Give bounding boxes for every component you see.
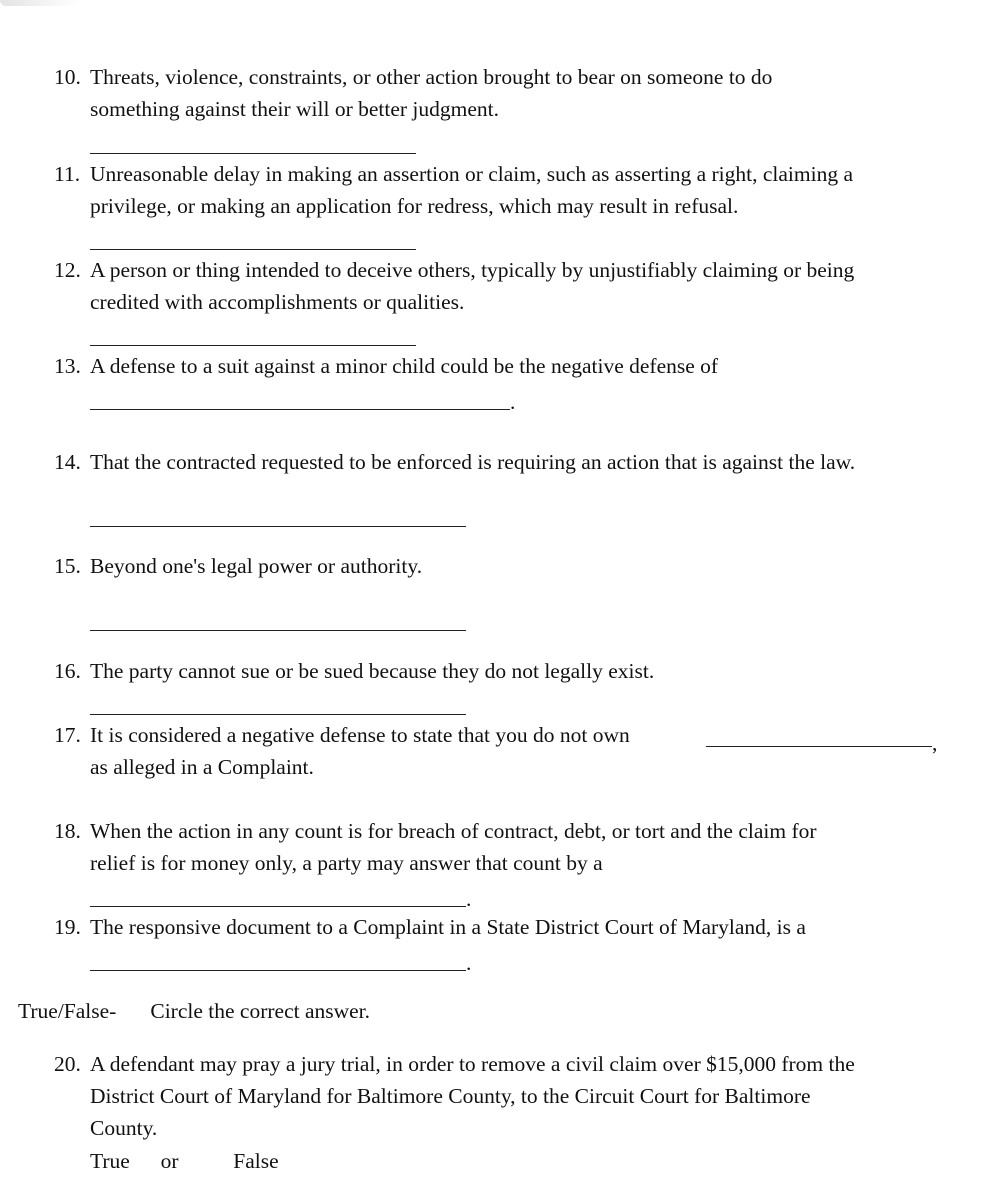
question-text-continued: privilege, or making an application for redress, which may result in refusal.: [90, 194, 739, 218]
question-number: 12.: [54, 258, 81, 282]
question-number: 20.: [54, 1052, 81, 1076]
question-16: [54, 655, 974, 687]
question-10: [54, 61, 974, 125]
option-false[interactable]: False: [233, 1149, 279, 1173]
question-number: 10.: [54, 65, 81, 89]
question-number: 15.: [54, 554, 81, 578]
question-18: [54, 815, 974, 879]
true-false-header: [18, 995, 370, 1027]
question-number: 14.: [54, 450, 81, 474]
period: .: [466, 951, 472, 975]
answer-blank-19[interactable]: [90, 970, 466, 971]
question-text: When the action in any count is for breach of contract, debt, or tort and the claim for: [90, 819, 817, 843]
option-or: or: [160, 1149, 179, 1173]
answer-blank-10[interactable]: [90, 153, 416, 154]
question-15: [54, 550, 974, 582]
question-13: [54, 350, 974, 382]
top-edge-artifact: [0, 0, 80, 6]
section-instruction: Circle the correct answer.: [150, 999, 371, 1023]
question-20: [54, 1048, 974, 1144]
question-text: The responsive document to a Complaint in a State District Court of Maryland, is a: [90, 915, 806, 939]
question-number: 16.: [54, 659, 81, 683]
question-text: The party cannot sue or be sued because they do not legally exist.: [90, 659, 655, 683]
question-text: A defense to a suit against a minor child could be the negative defense of: [90, 354, 719, 378]
question-text: A person or thing intended to deceive others, typically by unjustifiably claiming or being: [90, 258, 855, 282]
question-text-continued: relief is for money only, a party may answer that count by a: [90, 851, 603, 875]
question-text: That the contracted requested to be enforced is requiring an action that is against the law.: [90, 450, 856, 474]
period: .: [510, 390, 516, 414]
question-number: 17.: [54, 723, 81, 747]
question-11: [54, 158, 974, 222]
answer-blank-17[interactable]: [706, 746, 932, 747]
question-number: 19.: [54, 915, 81, 939]
question-text-continued: something against their will or better judgment.: [90, 97, 500, 121]
comma: ,: [932, 731, 938, 755]
question-text: Beyond one's legal power or authority.: [90, 554, 423, 578]
question-19: [54, 911, 974, 943]
question-number: 11.: [54, 162, 81, 186]
question-text-continued: as alleged in a Complaint.: [90, 755, 314, 779]
section-label: True/False-: [18, 999, 117, 1023]
answer-blank-15[interactable]: [90, 630, 466, 631]
answer-blank-16[interactable]: [90, 714, 466, 715]
question-text: A defendant may pray a jury trial, in order to remove a civil claim over $15,000 from the: [90, 1052, 855, 1076]
question-text-continued: District Court of Maryland for Baltimore County, to the Circuit Court for Baltimore: [90, 1084, 811, 1108]
question-text-continued: County.: [90, 1116, 158, 1140]
question-text: Threats, violence, constraints, or other action brought to bear on someone to do: [90, 65, 773, 89]
question-17: [54, 719, 974, 783]
answer-blank-11[interactable]: [90, 249, 416, 250]
question-number: 18.: [54, 819, 81, 843]
answer-blank-13[interactable]: [90, 409, 510, 410]
question-text: It is considered a negative defense to state that you do not own: [90, 723, 630, 747]
answer-blank-14[interactable]: [90, 526, 466, 527]
answer-blank-18[interactable]: [90, 906, 466, 907]
question-14: [54, 446, 974, 478]
period: .: [466, 887, 472, 911]
option-true[interactable]: True: [90, 1149, 130, 1173]
question-text-continued: credited with accomplishments or qualities.: [90, 290, 465, 314]
question-text: Unreasonable delay in making an assertion or claim, such as asserting a right, claiming a: [90, 162, 854, 186]
question-12: [54, 254, 974, 318]
answer-blank-12[interactable]: [90, 345, 416, 346]
question-number: 13.: [54, 354, 81, 378]
true-false-options: [90, 1145, 279, 1177]
